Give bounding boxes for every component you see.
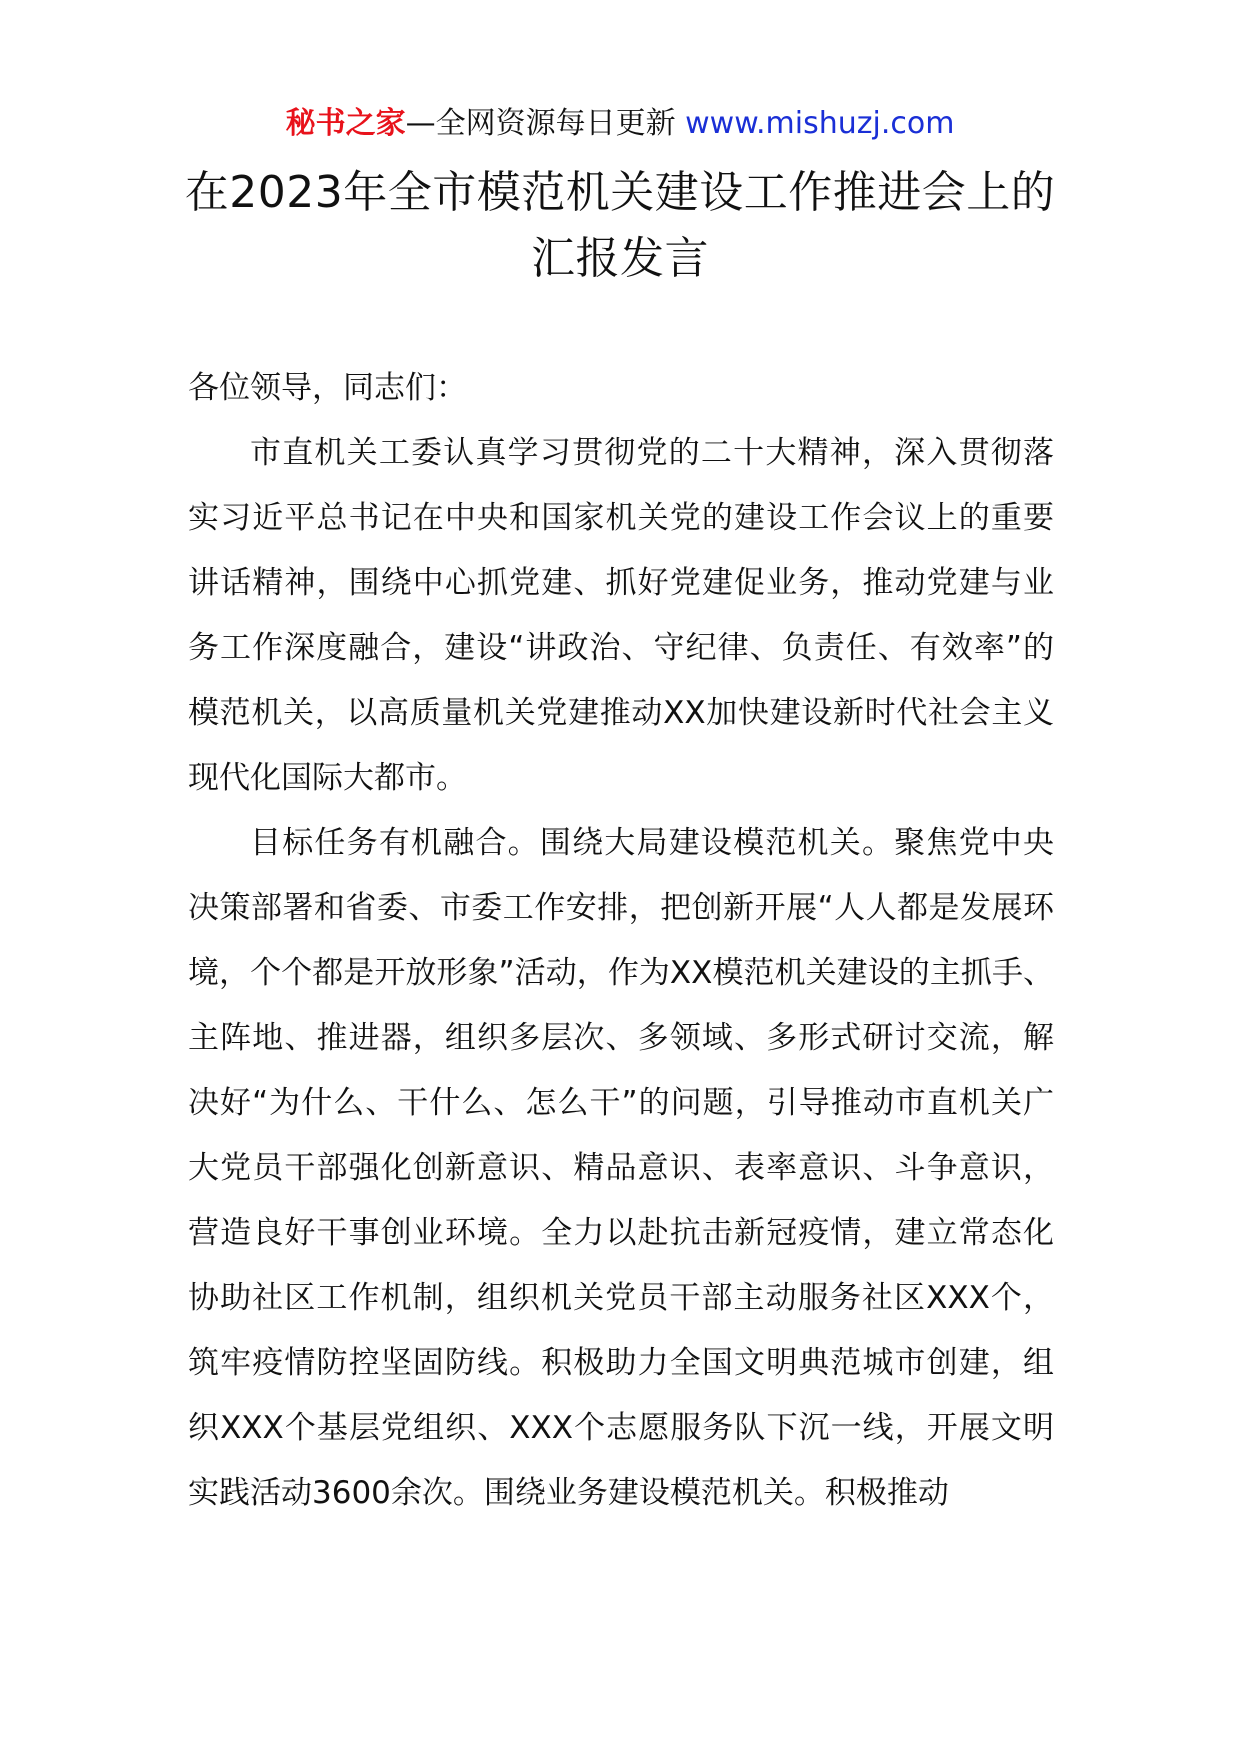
- paragraph-intro: 市直机关工委认真学习贯彻党的二十大精神，深入贯彻落实习近平总书记在中央和国家机关党的建设工作会议上的重要讲话精神，围绕中心抓党建、抓好党建促业务，推动党建与业务工作深度融合，建设“讲政治、守纪律、负责任、有效率”的模范机关，以高质量机关党建推动XX加快建设新时代社会主义现代化国际大都市。: [188, 435, 1054, 796]
- salutation: 各位领导，同志们：: [188, 370, 467, 406]
- document-title: 在2023年全市模范机关建设工作推进会上的汇报发言: [184, 167, 1056, 284]
- site-url-link[interactable]: www.mishuzj.com: [685, 106, 955, 141]
- paragraph-goals: 目标任务有机融合。围绕大局建设模范机关。聚焦党中央决策部署和省委、市委工作安排，把创新开展“人人都是发展环境，个个都是开放形象”活动，作为XX模范机关建设的主抓手、主阵地、推进器，组织多层次、多领域、多形式研讨交流，解决好“为什么、干什么、怎么干”的问题，引导推动市直机关广大党员干部强化创新意识、精品意识、表率意识、斗争意识，营造良好干事创业环境。全力以赴抗击新冠疫情，建立常态化协助社区工作机制，组织机关党员干部主动服务社区XXX个，筑牢疫情防控坚固防线。积极助力全国文明典范城市创建，组织XXX个基层党组织、XXX个志愿服务队下沉一线，开展文明实践活动3600余次。围绕业务建设模范机关。积极推动: [188, 825, 1054, 1511]
- document-body: [188, 356, 1054, 1526]
- brand-name: 秘书之家: [285, 106, 406, 141]
- watermark-header: [0, 100, 1240, 148]
- header-tagline: —全网资源每日更新: [405, 106, 676, 141]
